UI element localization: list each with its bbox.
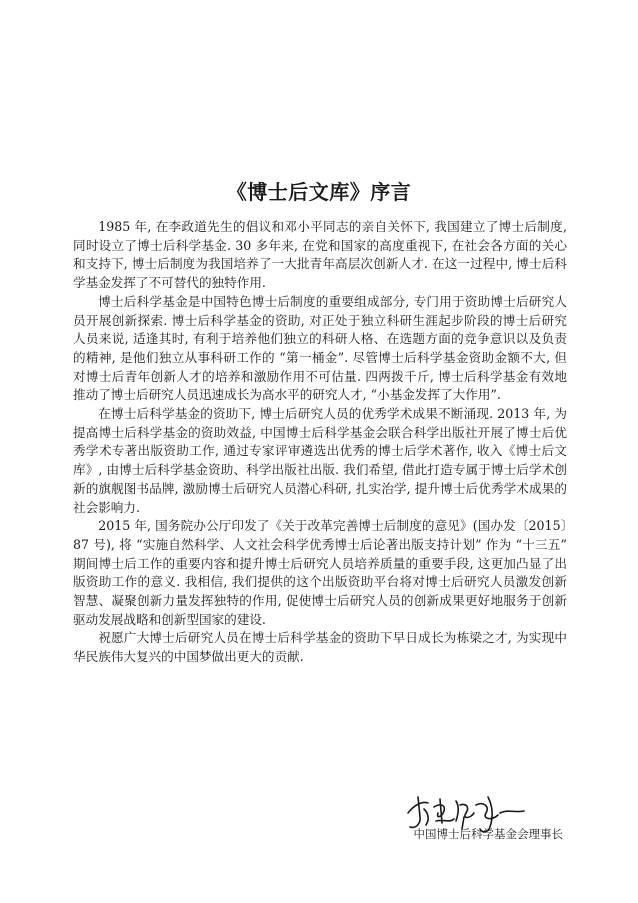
preface-body: [73, 218, 567, 667]
paragraph: 博士后科学基金是中国特色博士后制度的重要组成部分, 专门用于资助博士后研究人员开展创新探索. 博士后科学基金的资助, 对正处于独立科研生涯起步阶段的博士后研究人员来说, 适逢其时, 有利于培养他们独立的科研人格、在选题方面的竞争意识以及负责的精神, 是他们独立从事科研工作的 “第一桶金”. 尽管博士后科学基金资助金额不大, 但对博士后青年创新人才的培养和激励作用不可估量. 四两拨千斤, 博士后科学基金有效地推动了博士后研究人员迅速成长为高水平的研究人才, “小基金发挥了大作用”.: [73, 293, 567, 403]
page-title: 《博士后文库》序言: [226, 180, 412, 204]
signer-title: 中国博士后科学基金会理事长: [413, 827, 563, 841]
paragraph: 在博士后科学基金的资助下, 博士后研究人员的优秀学术成果不断涌现. 2013 年, 为提高博士后科学基金的资助效益, 中国博士后科学基金会联合科学出版社开展了博士后优秀学术专著出版资助工作, 通过专家评审遴选出优秀的博士后学术著作, 收入《博士后文库》, 由博士后科学基金资助、科学出版社出版. 我们希望, 借此打造专属于博士后学术创新的旗舰图书品牌, 激励博士后研究人员潜心科研, 扎实治学, 提升博士后优秀学术成果的社会影响力.: [73, 406, 567, 515]
paragraph: 2015 年, 国务院办公厅印发了《关于改革完善博士后制度的意见》(国办发〔2015〕87 号), 将 “实施自然科学、人文社会科学优秀博士后论著出版支持计划” 作为 “十三五” 期间博士后工作的重要内容和提升博士后研究人员培养质量的重要手段, 这更加凸显了出版资助工作的意义. 我相信, 我们提供的这个出版资助平台将对博士后研究人员激发创新智慧、凝聚创新力量发挥独特的作用, 促使博士后研究人员的创新成果更好地服务于创新驱动发展战略和创新型国家的建设.: [73, 518, 567, 627]
paragraph: 祝愿广大博士后研究人员在博士后科学基金的资助下早日成长为栋梁之才, 为实现中华民族伟大复兴的中国梦做出更大的贡献.: [73, 630, 567, 665]
paragraph: 1985 年, 在李政道先生的倡议和邓小平同志的亲自关怀下, 我国建立了博士后制度, 同时设立了博士后科学基金. 30 多年来, 在党和国家的高度重视下, 在社会各方面的关心和支持下, 博士后制度为我国培养了一大批青年高层次创新人才. 在这一过程中, 博士后科学基金发挥了不可替代的独特作用.: [73, 219, 567, 291]
